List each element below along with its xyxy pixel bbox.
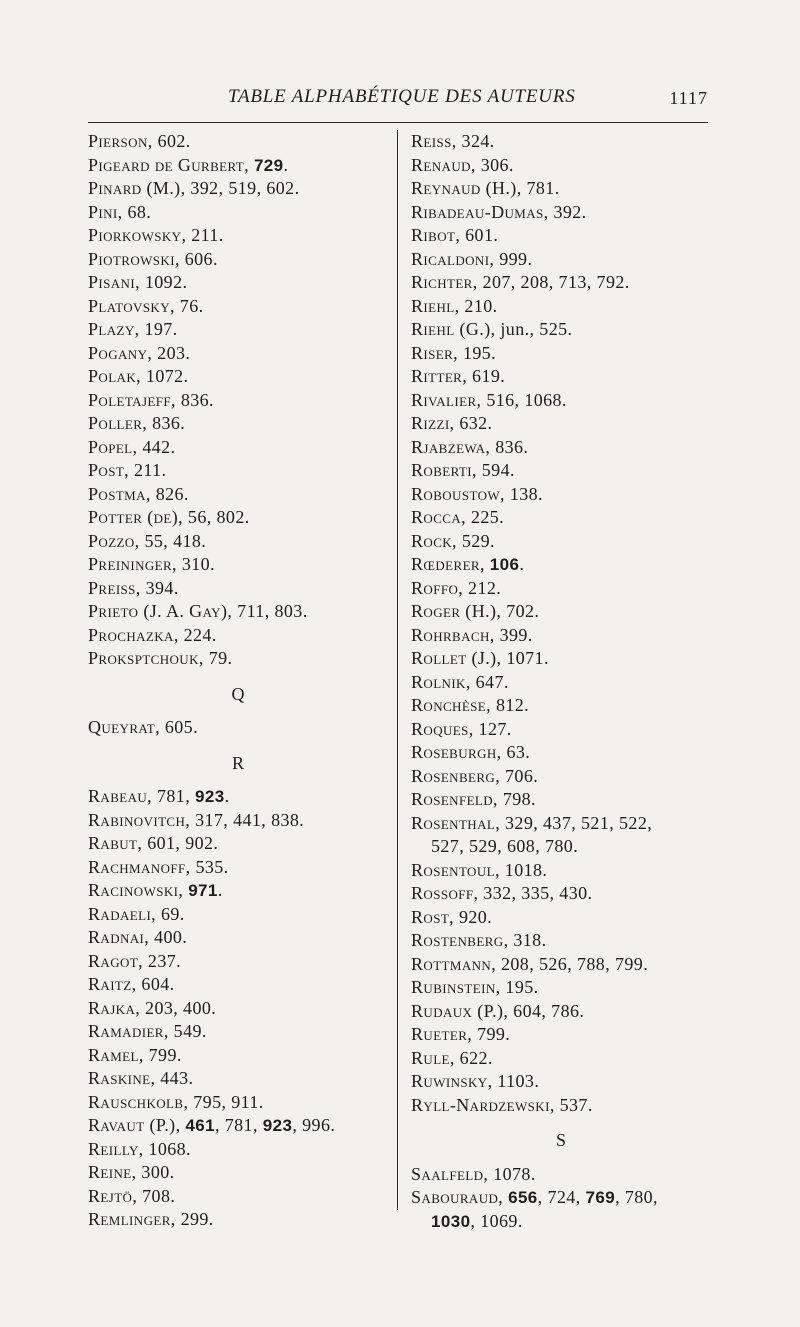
page-refs: 606. <box>179 248 218 269</box>
author-name: Rosenfeld, <box>411 789 498 809</box>
author-name: Preiss, <box>88 577 141 598</box>
page-refs: (M.), 392, 519, 602. <box>141 178 300 198</box>
page-refs: 208, 526, 788, 799. <box>496 953 649 974</box>
page-refs: 324. <box>456 131 495 151</box>
index-entry <box>411 154 711 178</box>
index-entry <box>411 953 711 977</box>
page-refs: (H.), 781. <box>480 178 560 198</box>
page-refs: de <box>153 507 172 527</box>
author-name: Rocca, <box>411 507 467 527</box>
author-name: Plazy, <box>88 319 140 339</box>
page-refs: 706. <box>500 765 539 786</box>
index-entry <box>88 365 388 389</box>
index-entry <box>88 1067 388 1091</box>
page-refs: 394. <box>140 577 179 598</box>
index-entry-continuation <box>411 835 711 859</box>
page-refs: 197. <box>139 319 178 339</box>
page-refs: 798. <box>497 789 536 809</box>
page-refs: 300. <box>136 1162 175 1182</box>
index-entry <box>88 926 388 950</box>
index-entry <box>411 671 711 695</box>
index-entry <box>411 694 711 718</box>
page-refs: 329, 437, 521, 522, <box>500 812 653 833</box>
page-refs: (J.), 1071. <box>466 648 549 668</box>
author-name: Piorkowsky, <box>88 225 187 245</box>
author-name: Pogany, <box>88 342 153 363</box>
index-entry <box>411 859 711 883</box>
page-refs: , 781, <box>214 1115 263 1135</box>
page-refs: 443. <box>155 1068 194 1088</box>
index-entry <box>411 812 711 836</box>
index-entry <box>411 224 711 248</box>
author-name: Rœderer, <box>411 554 485 574</box>
page-refs: 729 <box>253 155 284 175</box>
author-name: Proksptchouk, <box>88 648 204 668</box>
author-name: Radaeli, <box>88 903 157 924</box>
section-letter: R <box>231 752 244 773</box>
index-entry <box>88 1185 388 1209</box>
index-entry <box>411 1023 711 1047</box>
author-name: Rudaux <box>411 1000 473 1021</box>
index-entry <box>88 530 388 554</box>
index-entry <box>411 530 711 554</box>
index-entry <box>88 177 388 201</box>
index-entry <box>411 718 711 742</box>
author-name: Rossoff, <box>411 883 479 903</box>
page-refs: 318. <box>508 930 547 950</box>
page-refs: 306. <box>475 154 514 175</box>
page-refs: 400. <box>149 927 188 947</box>
index-entry <box>88 271 388 295</box>
index-entry <box>411 600 711 624</box>
author-name: Rubinstein, <box>411 977 501 997</box>
page-refs: 601, 902. <box>142 833 219 853</box>
page-refs: 971 <box>188 881 218 900</box>
page-refs: , 780, <box>615 1187 658 1207</box>
index-entry <box>88 1114 388 1138</box>
author-name: Piotrowski, <box>88 248 180 269</box>
author-name: Prochazka, <box>88 624 179 645</box>
index-entry <box>88 716 388 740</box>
index-entry <box>88 1091 388 1115</box>
page-refs: 299. <box>175 1209 214 1229</box>
author-name: Rajka, <box>88 997 141 1018</box>
index-entry <box>411 1047 711 1071</box>
index-entry <box>411 201 711 225</box>
index-entry <box>88 224 388 248</box>
page-refs: 195. <box>500 977 539 997</box>
author-name: Rjabzewa, <box>411 436 491 457</box>
index-entry <box>88 248 388 272</box>
index-entry <box>411 882 711 906</box>
author-name: Poletajeff, <box>88 389 176 410</box>
page-refs: 203, 400. <box>140 997 217 1018</box>
index-entry <box>411 1070 711 1094</box>
author-name: Post, <box>88 460 130 480</box>
author-name: Rivalier, <box>411 389 482 410</box>
page-refs: 923 <box>195 787 225 806</box>
index-entry <box>411 1163 711 1187</box>
page-refs: 836. <box>147 413 186 433</box>
index-entry <box>411 765 711 789</box>
page-refs: 826. <box>150 483 189 504</box>
index-entry <box>88 130 388 154</box>
page-refs: 224. <box>178 624 217 645</box>
index-entry <box>411 624 711 648</box>
index-entry <box>88 412 388 436</box>
index-entry <box>411 483 711 507</box>
author-name: Rachmanoff, <box>88 856 191 877</box>
page-refs: 1078. <box>488 1163 536 1184</box>
author-name: Rollet <box>411 648 467 668</box>
author-name: Postma, <box>88 483 151 504</box>
index-entry <box>411 1094 711 1118</box>
author-name: Popel, <box>88 436 138 457</box>
author-name: Rock, <box>411 530 457 551</box>
index-entry <box>411 177 711 201</box>
page-refs: 632. <box>454 413 493 433</box>
page-refs: 332, 335, 430. <box>478 883 593 903</box>
author-name: Rosenthal, <box>411 812 501 833</box>
author-name: Rosentoul, <box>411 859 500 880</box>
page-refs: 1068. <box>143 1138 191 1159</box>
author-name: Ryll-Nardzewski, <box>411 1094 555 1115</box>
author-name: Richter, <box>411 272 478 292</box>
author-name: Pisani, <box>88 272 140 292</box>
author-name: Rauschkolb, <box>88 1091 189 1112</box>
page-refs: 527, 529, 608, 780. <box>431 836 579 856</box>
author-name: Riehl <box>411 319 455 339</box>
page-refs: 210. <box>459 295 498 316</box>
page-refs: 604. <box>136 974 175 994</box>
author-name: Rueter, <box>411 1024 473 1044</box>
index-entry <box>411 1186 711 1210</box>
page-refs: 1030 <box>431 1211 471 1231</box>
author-name: Riser, <box>411 342 459 363</box>
page-refs: 799. <box>472 1024 511 1044</box>
author-name: Ritter, <box>411 366 468 386</box>
page-refs: 68. <box>122 201 152 222</box>
author-name: Remlinger, <box>88 1209 176 1229</box>
page-refs: 769 <box>585 1188 616 1207</box>
page-refs: (J. A. <box>138 601 190 621</box>
page-refs: 317, 441, 838. <box>190 809 305 830</box>
page-refs: 1072. <box>141 366 189 386</box>
page-refs: 106 <box>489 555 520 574</box>
page-refs: (P.), <box>144 1115 186 1135</box>
index-entry <box>411 342 711 366</box>
page-refs: 212. <box>463 577 502 598</box>
index-entry <box>88 318 388 342</box>
index-entry <box>88 1044 388 1068</box>
page-refs: ), 56, 802. <box>171 507 250 527</box>
page-refs: 310. <box>176 554 215 574</box>
author-name: Ragot, <box>88 950 144 971</box>
page-refs: . <box>217 880 223 900</box>
index-entry <box>88 647 388 671</box>
index-entry <box>411 318 711 342</box>
index-entry <box>88 154 388 178</box>
page-refs: 537. <box>554 1094 593 1115</box>
page-refs: , 1069. <box>470 1210 523 1231</box>
page-refs: 203. <box>152 342 191 363</box>
page-refs: 549. <box>168 1021 207 1041</box>
page-refs: (P.), 604, 786. <box>472 1000 585 1021</box>
page-refs: 812. <box>491 695 530 715</box>
page-refs: 529. <box>456 530 495 551</box>
author-name: Roseburgh, <box>411 742 502 762</box>
index-entry <box>88 997 388 1021</box>
author-name: Ricaldoni, <box>411 248 495 269</box>
index-entry <box>88 879 388 903</box>
author-name: Roberti, <box>411 460 477 480</box>
page-refs: 211. <box>129 460 167 480</box>
author-name: Ronchèse, <box>411 695 492 715</box>
author-name: Roboustow, <box>411 483 505 504</box>
author-name: Reiss, <box>411 131 457 151</box>
page-refs: 63. <box>501 742 531 762</box>
running-title: TABLE ALPHABÉTIQUE DES AUTEURS <box>228 86 576 107</box>
author-name: Rostenberg, <box>411 930 509 950</box>
page-refs: 195. <box>458 342 497 363</box>
author-name: Pozzo, <box>88 530 140 551</box>
page-refs: 647. <box>470 671 509 692</box>
author-name: Preininger, <box>88 554 177 574</box>
index-entry <box>411 741 711 765</box>
page-refs: (G.), jun., 525. <box>454 319 573 339</box>
index-entry <box>411 1000 711 1024</box>
page-refs: 1018. <box>499 859 548 880</box>
header-rule <box>88 122 708 123</box>
author-name: Roger <box>411 601 461 621</box>
author-name: Rejtö, <box>88 1185 138 1206</box>
author-name: Pinard <box>88 178 142 198</box>
page-refs: 138. <box>504 483 543 504</box>
index-entry <box>88 785 388 809</box>
right-column <box>411 130 711 1233</box>
page-refs: 79. <box>203 648 233 668</box>
index-entry <box>88 624 388 648</box>
index-entry <box>88 1208 388 1232</box>
page-refs: 211. <box>186 225 224 245</box>
page-refs: ), 711, 803. <box>220 601 308 621</box>
page-refs: ( <box>142 507 154 527</box>
page-refs: 392. <box>548 201 587 222</box>
index-entry <box>411 788 711 812</box>
index-entry <box>88 973 388 997</box>
index-entry <box>411 459 711 483</box>
page-refs: 127. <box>473 718 512 739</box>
page-refs: , 724, <box>537 1187 586 1207</box>
author-name: Reine, <box>88 1162 137 1182</box>
index-entry <box>88 483 388 507</box>
column-divider <box>397 130 398 1210</box>
author-name: Ramel, <box>88 1044 144 1065</box>
author-name: Renaud, <box>411 154 476 175</box>
page-refs: 619. <box>467 366 506 386</box>
author-name: Ribot, <box>411 225 461 245</box>
page-refs: 76. <box>174 295 204 316</box>
page-refs: 516, 1068. <box>481 389 567 410</box>
author-name: Ravaut <box>88 1115 145 1135</box>
author-name: Pigeard de Gurbert, <box>88 154 250 175</box>
author-name: Reilly, <box>88 1138 144 1159</box>
author-name: Prieto <box>88 601 139 621</box>
index-entry <box>411 365 711 389</box>
index-entry <box>88 295 388 319</box>
page-refs: 923 <box>262 1116 293 1135</box>
index-entry <box>88 856 388 880</box>
index-entry <box>88 1020 388 1044</box>
author-name: Platovsky, <box>88 295 175 316</box>
index-entry <box>88 832 388 856</box>
author-name: Rabinovitch, <box>88 809 191 830</box>
page-refs: 656 <box>508 1188 538 1207</box>
page-refs: . <box>224 786 230 806</box>
index-entry <box>88 1161 388 1185</box>
index-entry <box>411 412 711 436</box>
author-name: Rabut, <box>88 833 143 853</box>
page-refs: Gay <box>189 601 221 621</box>
author-name: Pierson, <box>88 131 153 151</box>
page-number: 1117 <box>669 88 708 108</box>
page-refs: 999. <box>494 248 533 269</box>
page-refs: 594. <box>476 460 515 480</box>
page-refs: 69. <box>156 903 185 924</box>
author-name: Ribadeau-Dumas, <box>411 201 549 222</box>
page-refs: . <box>283 154 289 175</box>
index-entry <box>88 201 388 225</box>
author-name: Raskine, <box>88 1068 156 1088</box>
index-entry <box>88 342 388 366</box>
page-refs: 795, 911. <box>188 1091 264 1112</box>
index-entry <box>411 436 711 460</box>
page-refs: 605. <box>159 717 198 737</box>
page-refs: 836. <box>490 436 529 457</box>
page-refs: (H.), 702. <box>460 601 540 621</box>
author-name: Potter <box>88 507 143 527</box>
page-refs: 1103. <box>492 1071 540 1091</box>
author-name: Poller, <box>88 413 148 433</box>
page-refs: 535. <box>190 856 229 877</box>
index-entry <box>411 506 711 530</box>
author-name: Raitz, <box>88 974 137 994</box>
author-name: Rost, <box>411 906 455 927</box>
page-refs: 461 <box>185 1116 215 1135</box>
index-entry <box>411 577 711 601</box>
index-entry <box>88 389 388 413</box>
index-entry-continuation <box>411 1210 711 1234</box>
index-entry <box>88 506 388 530</box>
author-name: Rizzi, <box>411 413 455 433</box>
page-refs: , 996. <box>292 1115 336 1135</box>
author-name: Rabeau, <box>88 786 153 806</box>
author-name: Sabouraud, <box>411 1187 504 1207</box>
page-refs: 207, 208, 713, 792. <box>477 272 630 292</box>
page-refs: 836. <box>175 389 214 410</box>
left-column <box>88 130 388 1232</box>
page-refs: 708. <box>137 1185 176 1206</box>
page-refs: 920. <box>454 906 493 927</box>
index-entry <box>411 976 711 1000</box>
index-entry <box>411 295 711 319</box>
author-name: Rohrbach, <box>411 624 495 645</box>
section-letter: Q <box>231 683 245 704</box>
page-refs: 1092. <box>139 272 188 292</box>
index-entry <box>411 130 711 154</box>
page-refs: 225. <box>466 507 505 527</box>
index-entry <box>411 271 711 295</box>
page-refs: 781, <box>152 786 195 806</box>
index-entry <box>411 248 711 272</box>
index-entry <box>88 1138 388 1162</box>
author-name: Queyrat, <box>88 717 160 737</box>
author-name: Rottmann, <box>411 953 497 974</box>
index-entry <box>88 436 388 460</box>
index-entry <box>411 647 711 671</box>
page-refs: 799. <box>143 1044 182 1065</box>
index-entry <box>88 459 388 483</box>
author-name: Saalfeld, <box>411 1163 489 1184</box>
page-refs: 55, 418. <box>139 530 207 551</box>
section-letter: S <box>555 1130 566 1150</box>
index-entry <box>88 950 388 974</box>
index-entry <box>88 577 388 601</box>
index-entry <box>411 389 711 413</box>
page-refs: 237. <box>143 950 182 971</box>
author-name: Rule, <box>411 1047 455 1068</box>
author-name: Reynaud <box>411 178 481 198</box>
author-name: Ruwinsky, <box>411 1071 493 1091</box>
page-refs: 399. <box>494 624 533 645</box>
author-name: Racinowski, <box>88 880 184 900</box>
author-name: Radnai, <box>88 927 150 947</box>
author-name: Ramadier, <box>88 1021 169 1041</box>
index-entry <box>88 600 388 624</box>
index-entry <box>411 906 711 930</box>
author-name: Rosenberg, <box>411 765 501 786</box>
index-entry <box>88 903 388 927</box>
page-refs: 622. <box>454 1047 493 1068</box>
author-name: Rolnik, <box>411 671 471 692</box>
page-refs: 442. <box>137 436 176 457</box>
author-name: Roques, <box>411 718 474 739</box>
author-name: Riehl, <box>411 295 460 316</box>
author-name: Polak, <box>88 366 142 386</box>
index-entry <box>88 809 388 833</box>
page-refs: . <box>519 554 525 574</box>
page-header <box>88 86 708 120</box>
index-entry <box>88 553 388 577</box>
page-refs: 601. <box>460 225 499 245</box>
index-entry <box>411 929 711 953</box>
author-name: Pini, <box>88 201 123 222</box>
author-name: Roffo, <box>411 577 464 598</box>
page-refs: 602. <box>152 131 191 151</box>
index-entry <box>411 553 711 577</box>
